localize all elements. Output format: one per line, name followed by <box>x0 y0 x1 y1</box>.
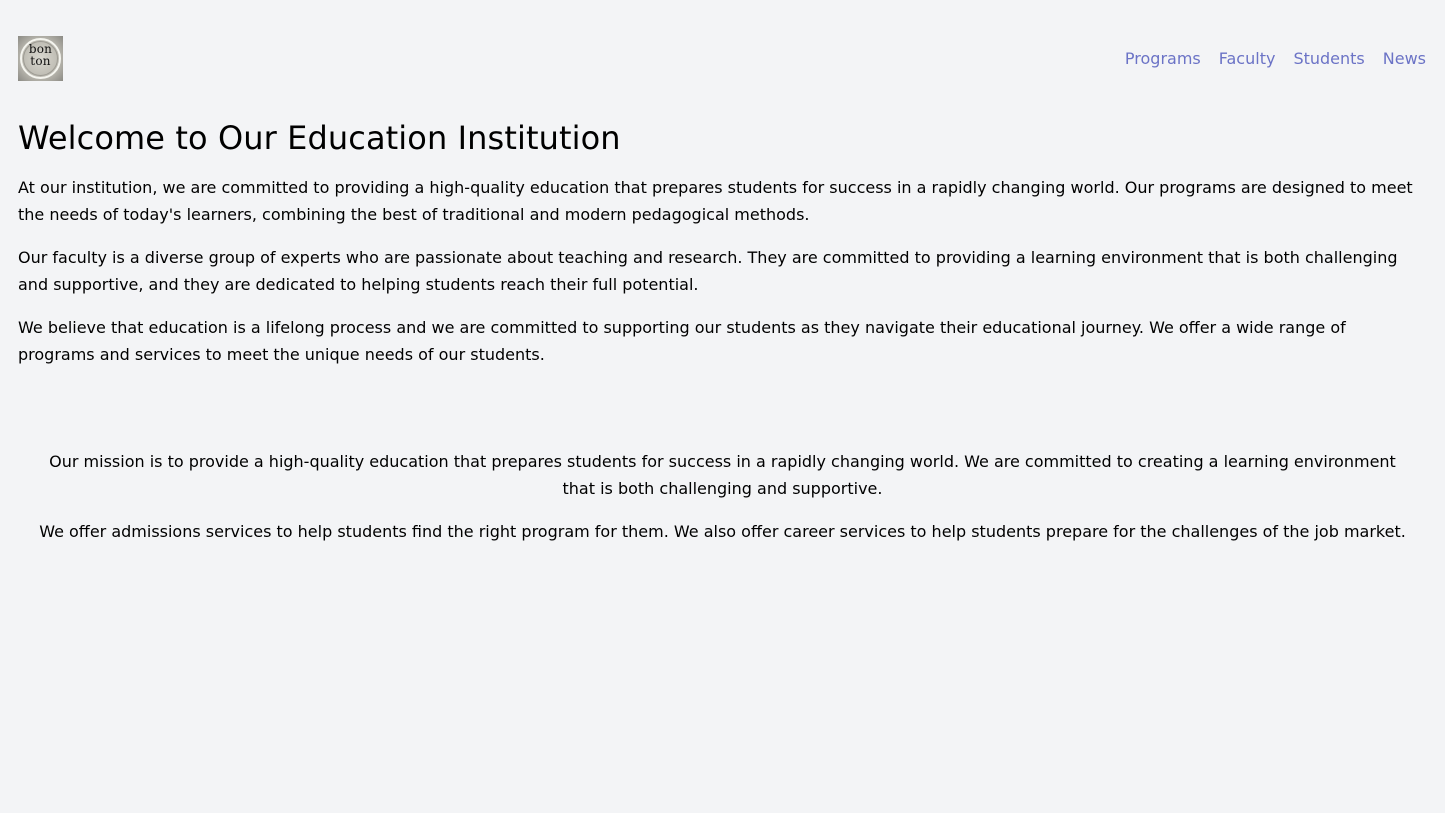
main-content <box>18 118 1427 545</box>
nav-link-news[interactable]: News <box>1382 48 1426 68</box>
nav-link-students[interactable]: Students <box>1293 48 1365 68</box>
logo[interactable] <box>18 36 63 81</box>
logo-wordmark <box>18 43 63 67</box>
page-title: Welcome to Our Education Institution <box>18 119 621 157</box>
intro-paragraph-3: We believe that education is a lifelong process and we are committed to supporting our students as they navigate their educational journey. We offer a wide range of programs and services to meet the unique needs of our students. <box>18 318 1346 364</box>
nav-link-faculty[interactable]: Faculty <box>1218 48 1276 68</box>
intro-section <box>18 118 1427 368</box>
logo-text-line-2: ton <box>30 54 51 68</box>
mission-section <box>18 448 1427 545</box>
logo-text-line-1: bon <box>28 42 53 56</box>
nav-link-programs[interactable]: Programs <box>1124 48 1201 68</box>
services-paragraph: We offer admissions services to help students find the right program for them. We also offer career services to help students prepare for the challenges of the job market. <box>39 522 1406 541</box>
intro-paragraph-1: At our institution, we are committed to providing a high-quality education that prepares students for success in a rapidly changing world. Our programs are designed to meet the needs of today's learners, combining the best of traditional and modern pedagogical methods. <box>18 178 1413 224</box>
primary-nav <box>1125 48 1426 70</box>
mission-paragraph: Our mission is to provide a high-quality education that prepares students for success in a rapidly changing world. We are committed to creating a learning environment that is both challenging and supportive. <box>49 452 1396 498</box>
intro-paragraph-2: Our faculty is a diverse group of experts who are passionate about teaching and research. They are committed to providing a learning environment that is both challenging and supportive, and they are dedicated to helping students reach their full potential. <box>18 248 1398 294</box>
site-header <box>18 36 1427 81</box>
